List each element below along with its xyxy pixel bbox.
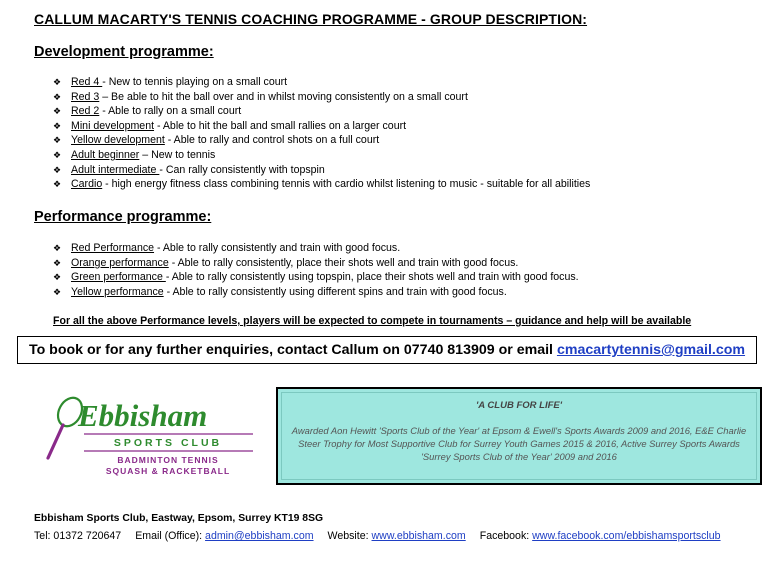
- club-address: Ebbisham Sports Club, Eastway, Epsom, Surrey KT19 8SG: [34, 513, 324, 524]
- diamond-bullet-icon: ❖: [53, 149, 62, 160]
- diamond-bullet-icon: ❖: [53, 106, 62, 117]
- group-description: - Able to rally consistently using topspin, place their shots well and train with good focus.: [165, 271, 579, 284]
- group-description: - Able to hit the ball and small rallies on a larger court: [154, 119, 407, 132]
- list-item: [53, 256, 579, 271]
- group-name: Adult beginner: [71, 148, 140, 161]
- logo-line2: SQUASH & RACKETBALL: [105, 466, 231, 476]
- award-title: 'A CLUB FOR LIFE': [476, 400, 562, 411]
- group-name: Cardio: [71, 178, 103, 191]
- diamond-bullet-icon: ❖: [53, 164, 62, 175]
- logo-line1: BADMINTON TENNIS: [117, 455, 219, 465]
- email-label: Email (Office):: [135, 530, 206, 542]
- list-item: [53, 75, 590, 90]
- diamond-bullet-icon: ❖: [53, 135, 62, 146]
- facebook-label: Facebook:: [479, 530, 533, 542]
- contact-box: [17, 336, 757, 364]
- development-heading: Development programme:: [34, 44, 214, 60]
- performance-note: For all the above Performance levels, players will be expected to compete in tournaments – guidance and help will be available: [53, 315, 692, 327]
- group-description: - Able to rally consistently and train with good focus.: [154, 242, 401, 254]
- list-item: [53, 148, 590, 163]
- list-item: [53, 285, 579, 300]
- list-item: [53, 270, 579, 285]
- diamond-bullet-icon: ❖: [53, 272, 62, 283]
- contact-email-link[interactable]: cmacartytennis@gmail.com: [556, 342, 746, 358]
- group-name: Red 3: [71, 90, 100, 103]
- list-item: [53, 177, 590, 192]
- group-name: Mini development: [71, 119, 155, 132]
- diamond-bullet-icon: ❖: [53, 257, 62, 268]
- group-description: – New to tennis: [139, 148, 216, 161]
- group-name: Red 2: [71, 105, 100, 118]
- performance-heading: Performance programme:: [34, 209, 212, 225]
- diamond-bullet-icon: ❖: [53, 179, 62, 190]
- group-name: Red Performance: [71, 242, 155, 254]
- group-description: - Able to rally on a small court: [99, 105, 242, 118]
- diamond-bullet-icon: ❖: [53, 243, 62, 253]
- racket-handle-icon: [48, 425, 63, 458]
- tel-label: Tel: 01372 720647: [34, 530, 122, 542]
- logo-name: Ebbisham: [78, 398, 208, 433]
- diamond-bullet-icon: ❖: [53, 120, 62, 131]
- list-item: [53, 241, 579, 256]
- list-item: [53, 163, 590, 178]
- list-item: [53, 133, 590, 148]
- group-description: - New to tennis playing on a small court: [102, 76, 288, 88]
- facebook-link[interactable]: www.facebook.com/ebbishamsportsclub: [532, 530, 721, 542]
- diamond-bullet-icon: ❖: [53, 77, 62, 87]
- group-description: - Can rally consistently with topspin: [159, 163, 325, 176]
- list-item: [53, 90, 590, 105]
- group-name: Yellow performance: [71, 285, 164, 298]
- performance-list: [53, 241, 579, 299]
- group-description: - Able to rally and control shots on a full court: [164, 134, 380, 147]
- group-description: - Able to rally consistently using different spins and train with good focus.: [163, 285, 507, 298]
- group-description: - high energy fitness class combining tennis with cardio whilst listening to music - suitable for all abilities: [102, 178, 591, 191]
- group-name: Orange performance: [71, 256, 169, 269]
- club-logo: [40, 394, 255, 480]
- office-email-link[interactable]: admin@ebbisham.com: [205, 530, 314, 542]
- list-item: [53, 104, 590, 119]
- contact-text: To book or for any further enquiries, contact Callum on 07740 813909 or email: [28, 342, 557, 358]
- website-label: Website:: [327, 530, 372, 542]
- logo-subtitle: SPORTS CLUB: [113, 437, 223, 449]
- diamond-bullet-icon: ❖: [53, 91, 62, 102]
- website-link[interactable]: www.ebbisham.com: [371, 530, 466, 542]
- page-title: CALLUM MACARTY'S TENNIS COACHING PROGRAMME - GROUP DESCRIPTION:: [34, 11, 588, 27]
- award-box: [276, 387, 762, 485]
- diamond-bullet-icon: ❖: [53, 286, 62, 297]
- footer-contacts: [34, 530, 721, 542]
- group-description: - Able to rally consistently, place their shots well and train with good focus.: [168, 256, 519, 269]
- group-description: – Be able to hit the ball over and in whilst moving consistently on a small court: [99, 90, 468, 103]
- group-name: Red 4: [71, 76, 103, 88]
- development-list: [53, 75, 590, 192]
- award-text: Awarded Aon Hewitt 'Sports Club of the Year' at Epsom & Ewell's Sports Awards 2009 and 2016, E&E Charlie Steer Trophy for Most Supportive Club for Surrey Youth Games 2015 & 2016, Active Surrey Sports Awards 'Surrey Sports Club of the Year' 2009 and 2016: [291, 425, 747, 462]
- group-name: Adult intermediate: [71, 163, 160, 176]
- group-name: Yellow development: [71, 134, 165, 147]
- list-item: [53, 119, 590, 134]
- group-name: Green performance: [71, 271, 166, 284]
